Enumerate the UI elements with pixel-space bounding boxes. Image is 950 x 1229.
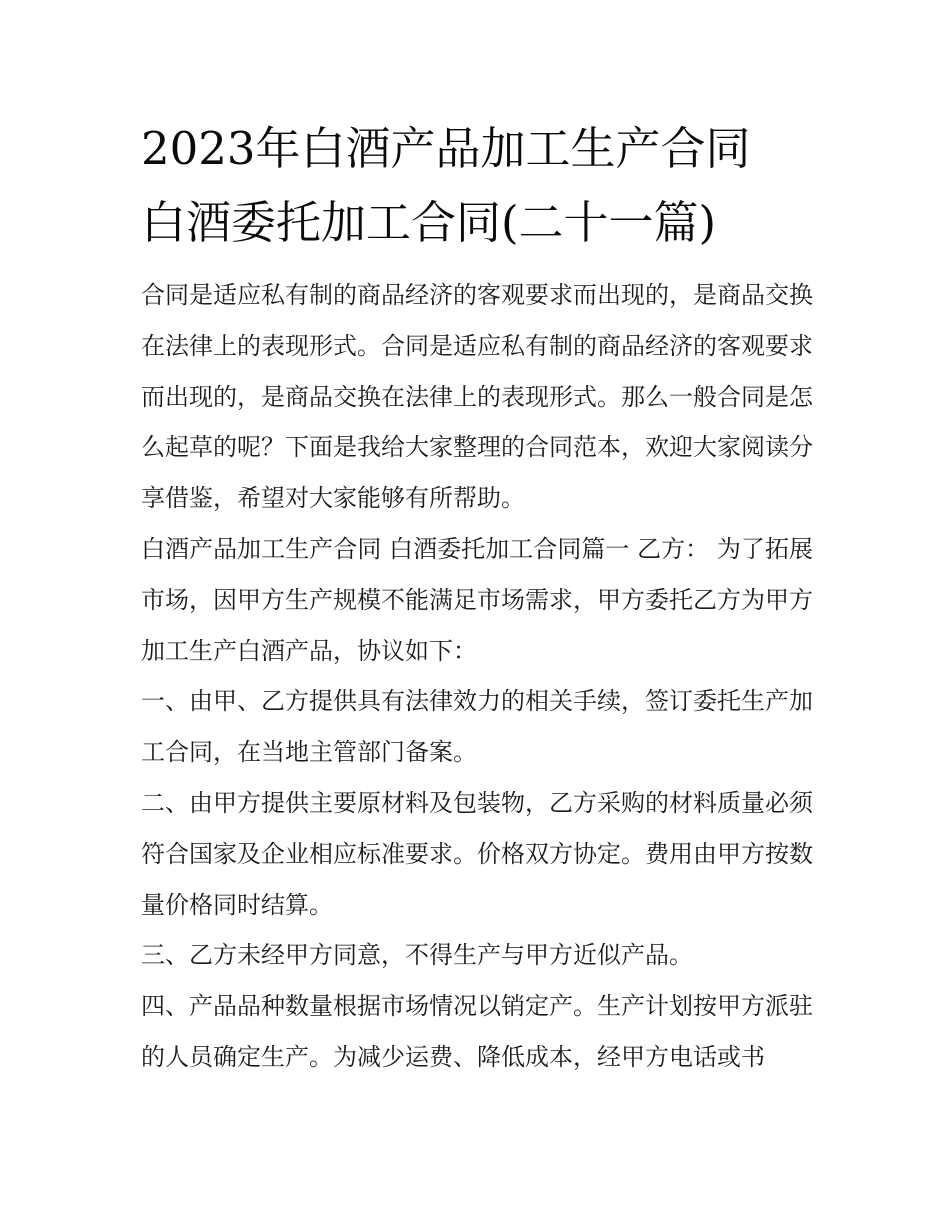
intro-paragraph: 合同是适应私有制的商品经济的客观要求而出现的，是商品交换在法律上的表现形式。合同是适应私有制的商品经济的客观要求而出现的，是商品交换在法律上的表现形式。那么一般合同是怎么起草的呢？下面是我给大家整理的合同范本，欢迎大家阅读分享借鉴，希望对大家能够有所帮助。 [141, 281, 813, 513]
title-line-1: 2023年白酒产品加工生产合同 [141, 122, 751, 175]
document-body [141, 270, 813, 1083]
document-title [141, 112, 813, 260]
contract-preamble-paragraph: 白酒产品加工生产合同 白酒委托加工合同篇一 乙方： 为了拓展市场，因甲方生产规模不能满足市场需求，甲方委托乙方为甲方加工生产白酒产品，协议如下： [141, 534, 813, 665]
clause-3-paragraph: 三、乙方未经甲方同意，不得生产与甲方近似产品。 [141, 941, 693, 970]
title-line-2: 白酒委托加工合同(二十一篇) [141, 196, 717, 249]
clause-4-paragraph: 四、产品品种数量根据市场情况以销定产。生产计划按甲方派驻的人员确定生产。为减少运费、降低成本，经甲方电话或书 [141, 992, 813, 1071]
clause-1-paragraph: 一、由甲、乙方提供具有法律效力的相关手续，签订委托生产加工合同，在当地主管部门备案。 [141, 687, 813, 767]
clause-2-paragraph: 二、由甲方提供主要原材料及包装物，乙方采购的材料质量必须符合国家及企业相应标准要求。价格双方协定。费用由甲方按数量价格同时结算。 [141, 788, 813, 919]
document-page [141, 112, 813, 1083]
